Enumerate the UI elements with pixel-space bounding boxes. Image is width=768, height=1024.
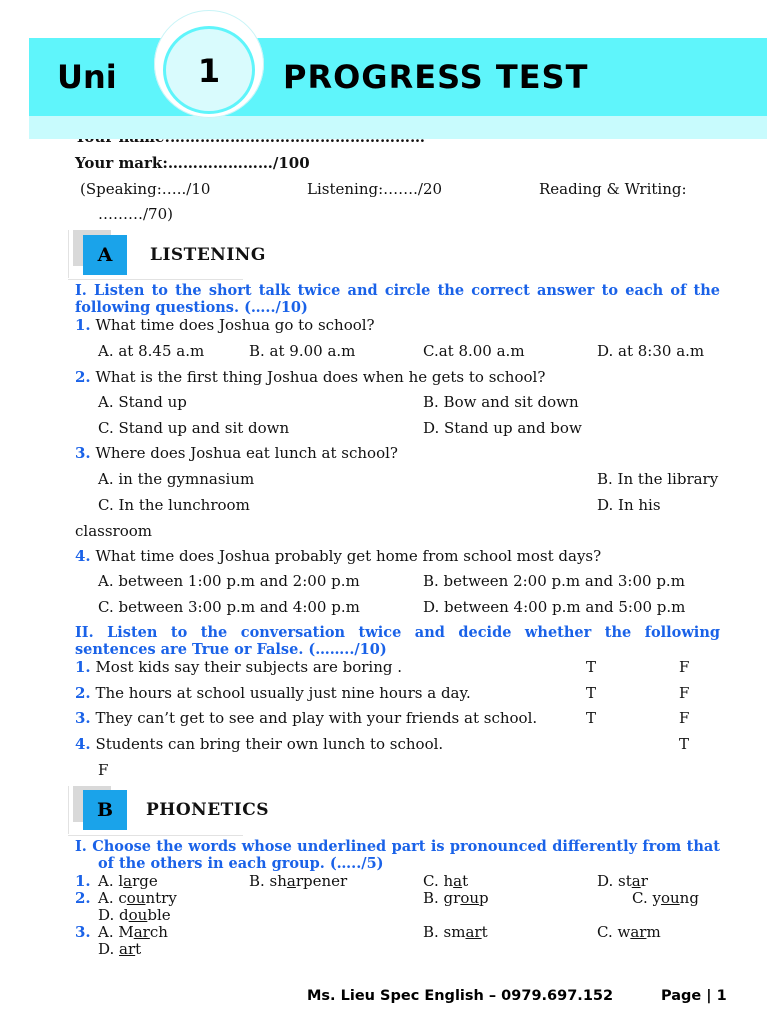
question-number: 1. [75,316,91,334]
q1-option-d[interactable]: D. at 8:30 a.m [597,342,705,360]
statement-number: 1. [75,658,91,676]
section-b-title: PHONETICS [146,800,270,820]
tf-statement-1 [75,658,402,676]
q4-option-b[interactable]: B. between 2:00 p.m and 3:00 p.m [423,572,685,590]
q2-option-b[interactable]: B. Bow and sit down [423,393,579,411]
reading-writing-score: ………/70) [98,205,173,223]
listening-score: Listening:……./20 [307,180,443,198]
question-number: 3. [75,444,91,462]
tf-statement-3 [75,709,537,727]
mark-line: Your mark:…………………/100 [75,154,310,172]
q4-option-c[interactable]: C. between 3:00 p.m and 4:00 p.m [98,598,360,616]
header-banner-strip [29,116,767,139]
phonetics-number-1: 1. [75,872,91,890]
q3-option-d-continued: classroom [75,522,152,540]
tf-statement-2 [75,684,471,702]
q3-option-a[interactable]: A. in the gymnasium [98,470,255,488]
phonetics-instruction: I. Choose the words whose underlined part is pronounced differently from that of the others in each group. (…../5) [75,838,720,872]
speaking-score: (Speaking:…../10 [80,180,211,198]
statement-text: Students can bring their own lunch to school. [95,735,444,753]
unit-label: Uni [57,58,117,96]
statement-text: They can’t get to see and play with your friends at school. [95,709,538,727]
phonetics-number-3: 3. [75,923,91,941]
question-2 [75,368,545,386]
tf-1-true[interactable]: T [586,658,597,676]
q2-option-a[interactable]: A. Stand up [98,393,187,411]
tf-statement-4 [75,735,443,753]
unit-number: 1 [197,52,221,90]
p2-option-b[interactable]: B. group [423,889,489,907]
listening-part1-instruction: I. Listen to the short talk twice and circle the correct answer to each of the following questions. (…../10) [75,282,720,316]
statement-number: 3. [75,709,91,727]
question-3 [75,444,398,462]
footer-contact: Ms. Lieu Spec English – 0979.697.152 [307,988,614,1004]
p3-option-c[interactable]: C. warm [597,923,661,941]
tf-4-true[interactable]: T [679,735,690,753]
p1-option-c[interactable]: C. hat [423,872,469,890]
p2-option-a[interactable]: A. country [98,889,177,907]
listening-part2-instruction: II. Listen to the conversation twice and decide whether the following sentences are True or False. (……../10) [75,624,720,658]
q1-option-a[interactable]: A. at 8.45 a.m [98,342,205,360]
q3-option-b[interactable]: B. In the library [597,470,719,488]
question-number: 4. [75,547,91,565]
q1-option-b[interactable]: B. at 9.00 a.m [249,342,356,360]
section-b-badge: B [83,790,127,830]
tf-1-false[interactable]: F [679,658,690,676]
tf-2-false[interactable]: F [679,684,690,702]
tf-4-false[interactable]: F [98,761,109,779]
q2-option-d[interactable]: D. Stand up and bow [423,419,582,437]
p2-option-d[interactable]: D. double [98,906,171,924]
q1-option-c[interactable]: C.at 8.00 a.m [423,342,525,360]
question-text: Where does Joshua eat lunch at school? [95,444,398,462]
section-b-rule [68,835,243,836]
question-number: 2. [75,368,91,386]
tf-3-true[interactable]: T [586,709,597,727]
section-a-title: LISTENING [150,245,266,265]
tf-2-true[interactable]: T [586,684,597,702]
test-title: PROGRESS TEST [283,58,589,96]
section-a-rule [68,279,243,280]
q2-option-c[interactable]: C. Stand up and sit down [98,419,290,437]
page-number: Page | 1 [661,988,727,1004]
phonetics-number-2: 2. [75,889,91,907]
q4-option-d[interactable]: D. between 4:00 p.m and 5:00 p.m [423,598,686,616]
p1-option-a[interactable]: A. large [98,872,158,890]
reading-writing-label: Reading & Writing: [539,180,687,198]
statement-number: 2. [75,684,91,702]
statement-text: The hours at school usually just nine hours a day. [95,684,471,702]
q3-option-d[interactable]: D. In his [597,496,661,514]
p1-option-b[interactable]: B. sharpener [249,872,348,890]
q4-option-a[interactable]: A. between 1:00 p.m and 2:00 p.m [98,572,360,590]
p1-option-d[interactable]: D. star [597,872,648,890]
p3-option-d[interactable]: D. art [98,940,142,958]
p3-option-b[interactable]: B. smart [423,923,488,941]
question-text: What is the first thing Joshua does when he gets to school? [95,368,546,386]
question-4 [75,547,601,565]
question-text: What time does Joshua go to school? [95,316,375,334]
statement-text: Most kids say their subjects are boring . [95,658,403,676]
section-b-rule-vertical [68,786,69,834]
section-a-rule-vertical [68,230,69,278]
p3-option-a[interactable]: A. March [98,923,168,941]
tf-3-false[interactable]: F [679,709,690,727]
statement-number: 4. [75,735,91,753]
question-text: What time does Joshua probably get home from school most days? [95,547,602,565]
question-1 [75,316,375,334]
section-a-badge: A [83,235,127,275]
p2-option-c[interactable]: C. young [632,889,699,907]
q3-option-c[interactable]: C. In the lunchroom [98,496,250,514]
